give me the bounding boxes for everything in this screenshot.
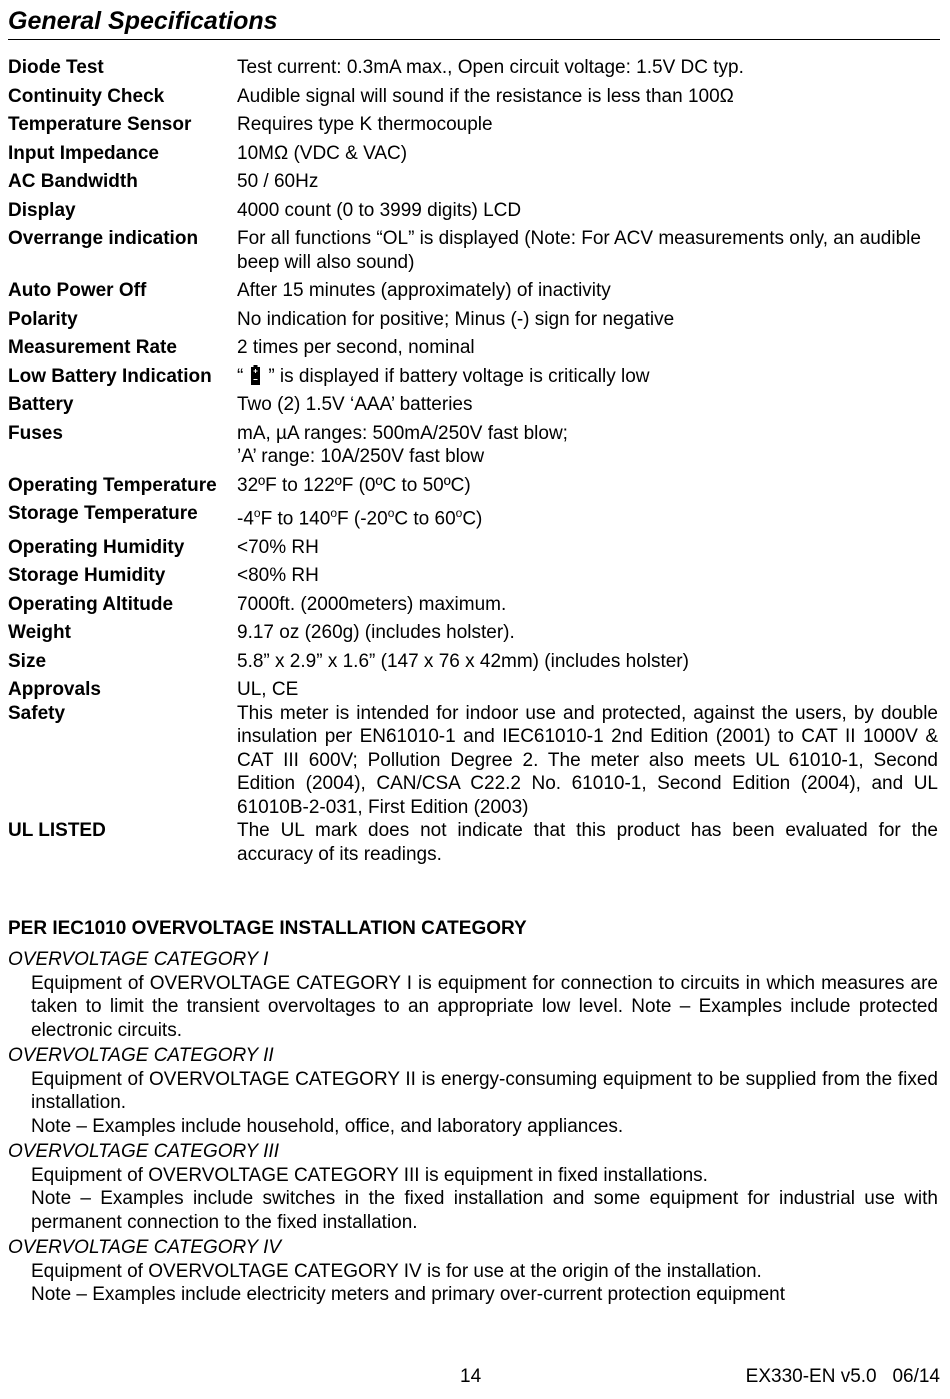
spec-value: [237, 422, 938, 469]
spec-value: 10MΩ (VDC & VAC): [237, 142, 408, 164]
spec-value: No indication for positive; Minus (-) sign for negative: [237, 308, 675, 330]
spec-row-safety: [8, 702, 938, 820]
low-battery-text: ” is displayed if battery voltage is critically low: [268, 365, 650, 387]
spec-label: Input Impedance: [8, 142, 159, 164]
spec-label: Auto Power Off: [8, 280, 147, 301]
category-name: OVERVOLTAGE CATEGORY III: [8, 1141, 279, 1162]
page-title: General Specifications: [8, 6, 940, 40]
spec-label: Fuses: [8, 422, 63, 444]
category-description: Equipment of OVERVOLTAGE CATEGORY IV is for use at the origin of the installation.: [31, 1260, 762, 1282]
overvoltage-categories: [8, 946, 938, 1307]
spec-row-polarity: [8, 308, 938, 332]
spec-row-ac-bandwidth: [8, 170, 938, 194]
spec-label: AC Bandwidth: [8, 171, 138, 192]
page-number: 14: [460, 1366, 482, 1387]
spec-value: After 15 minutes (approximately) of inactivity: [237, 280, 611, 301]
spec-value: 4000 count (0 to 3999 digits) LCD: [237, 199, 522, 221]
spec-label: Battery: [8, 394, 74, 415]
category-name: OVERVOLTAGE CATEGORY II: [8, 1045, 274, 1066]
spec-row-operating-altitude: [8, 593, 938, 617]
spec-row-weight: [8, 621, 938, 645]
spec-row-operating-temperature: [8, 474, 938, 498]
spec-table: [8, 56, 938, 871]
quote-open: “: [237, 365, 244, 387]
spec-label: Diode Test: [8, 57, 104, 78]
spec-label: Low Battery Indication: [8, 365, 212, 387]
spec-label: Size: [8, 650, 47, 672]
spec-row-ul-listed: [8, 819, 938, 866]
spec-row-input-impedance: [8, 142, 938, 166]
text: F (-20: [337, 508, 388, 530]
section-heading: PER IEC1010 OVERVOLTAGE INSTALLATION CATEGORY: [8, 918, 527, 939]
document-id: EX330-EN v5.0 06/14: [745, 1366, 940, 1387]
spec-row-display: [8, 199, 938, 223]
spec-row-auto-power-off: [8, 279, 938, 303]
degree-sup: o: [253, 506, 261, 520]
fuse-line-ma: mA, µA ranges: 500mA/250V fast blow;: [237, 422, 568, 444]
spec-label: Approvals: [8, 679, 101, 701]
spec-label: Display: [8, 199, 76, 221]
spec-value: <80% RH: [237, 565, 319, 587]
spec-value: 32ºF to 122ºF (0ºC to 50ºC): [237, 474, 471, 496]
spec-label: Safety: [8, 702, 66, 724]
spec-row-operating-humidity: [8, 536, 938, 560]
degree-sup: o: [455, 506, 463, 520]
spec-value: [237, 502, 938, 531]
spec-row-storage-humidity: [8, 564, 938, 588]
spec-value: This meter is intended for indoor use and protected, against the users, by double insulation per EN61010-1 and IEC61010-1 2nd Edition (2001) to CAT II 1000V & CAT III 600V; Pollution Degree 2. The meter also meets UL 61010-1, Second Edition (2004), CAN/CSA C22.2 No. 61010-1, Second Edition (2004), and UL 61010B-2-031, First Edition (2003): [237, 702, 938, 818]
category-description: Equipment of OVERVOLTAGE CATEGORY II is energy-consuming equipment to be supplied from the fixed installation.: [31, 1068, 938, 1113]
category-description: Equipment of OVERVOLTAGE CATEGORY III is equipment in fixed installations.: [31, 1164, 708, 1186]
spec-row-storage-temperature: [8, 502, 938, 531]
spec-row-measurement-rate: [8, 336, 938, 360]
category-note: Note – Examples include household, office, and laboratory appliances.: [31, 1115, 624, 1137]
text: C): [462, 508, 483, 530]
spec-label: Weight: [8, 622, 71, 644]
spec-value: Test current: 0.3mA max., Open circuit voltage: 1.5V DC typ.: [237, 57, 744, 78]
fuse-line-a: ’A’ range: 10A/250V fast blow: [237, 446, 485, 467]
spec-label: Storage Temperature: [8, 503, 198, 524]
category-note: Note – Examples include electricity meters and primary over-current protection equipment: [31, 1284, 785, 1305]
spec-value: Two (2) 1.5V ‘AAA’ batteries: [237, 394, 473, 415]
spec-row-fuses: [8, 422, 938, 469]
spec-value: Audible signal will sound if the resistance is less than 100Ω: [237, 85, 734, 107]
spec-value: UL, CE: [237, 679, 299, 701]
spec-row-low-battery-indication: [8, 365, 938, 389]
spec-label: Temperature Sensor: [8, 114, 192, 135]
spec-label: Overrange indication: [8, 228, 199, 249]
spec-value: 9.17 oz (260g) (includes holster).: [237, 622, 515, 644]
degree-sup: o: [387, 506, 395, 520]
text: F to 140: [260, 508, 331, 530]
spec-value: 50 / 60Hz: [237, 171, 319, 192]
category-note: Note – Examples include switches in the fixed installation and some equipment for industrial use with permanent connection to the fixed installation.: [31, 1188, 938, 1233]
spec-row-size: [8, 650, 938, 674]
category-description: Equipment of OVERVOLTAGE CATEGORY I is equipment for connection to circuits in which measures are taken to limit the transient overvoltages to an appropriate low level. Note – Examples include protected electronic circuits.: [31, 972, 938, 1041]
spec-label: Operating Altitude: [8, 593, 174, 615]
spec-value: For all functions “OL” is displayed (Note: For ACV measurements only, an audible beep will also sound): [237, 228, 921, 273]
battery-icon: [251, 365, 260, 385]
category-name: OVERVOLTAGE CATEGORY I: [8, 949, 269, 970]
spec-value: Requires type K thermocouple: [237, 114, 493, 135]
text: -4: [237, 508, 254, 530]
spec-label: Polarity: [8, 308, 78, 330]
spec-label: Operating Humidity: [8, 536, 185, 558]
degree-sup: o: [330, 506, 337, 520]
spec-value: 7000ft. (2000meters) maximum.: [237, 593, 507, 615]
spec-value: The UL mark does not indicate that this product has been evaluated for the accuracy of its readings.: [237, 820, 938, 865]
spec-row-diode-test: [8, 56, 938, 80]
spec-label: Operating Temperature: [8, 474, 217, 496]
spec-value: 2 times per second, nominal: [237, 337, 475, 358]
spec-value: <70% RH: [237, 536, 319, 558]
spec-value: 5.8” x 2.9” x 1.6” (147 x 76 x 42mm) (includes holster): [237, 650, 689, 672]
category-name: OVERVOLTAGE CATEGORY IV: [8, 1237, 282, 1258]
spec-row-approvals: [8, 678, 938, 702]
text: C to 60: [394, 508, 456, 530]
spec-value: [237, 365, 938, 389]
spec-row-continuity-check: [8, 85, 938, 109]
spec-row-overrange-indication: [8, 227, 938, 274]
spec-row-battery: [8, 393, 938, 417]
spec-label: Continuity Check: [8, 85, 165, 107]
spec-label: Measurement Rate: [8, 337, 177, 358]
spec-row-temperature-sensor: [8, 113, 938, 137]
spec-label: UL LISTED: [8, 820, 106, 842]
spec-label: Storage Humidity: [8, 565, 166, 587]
